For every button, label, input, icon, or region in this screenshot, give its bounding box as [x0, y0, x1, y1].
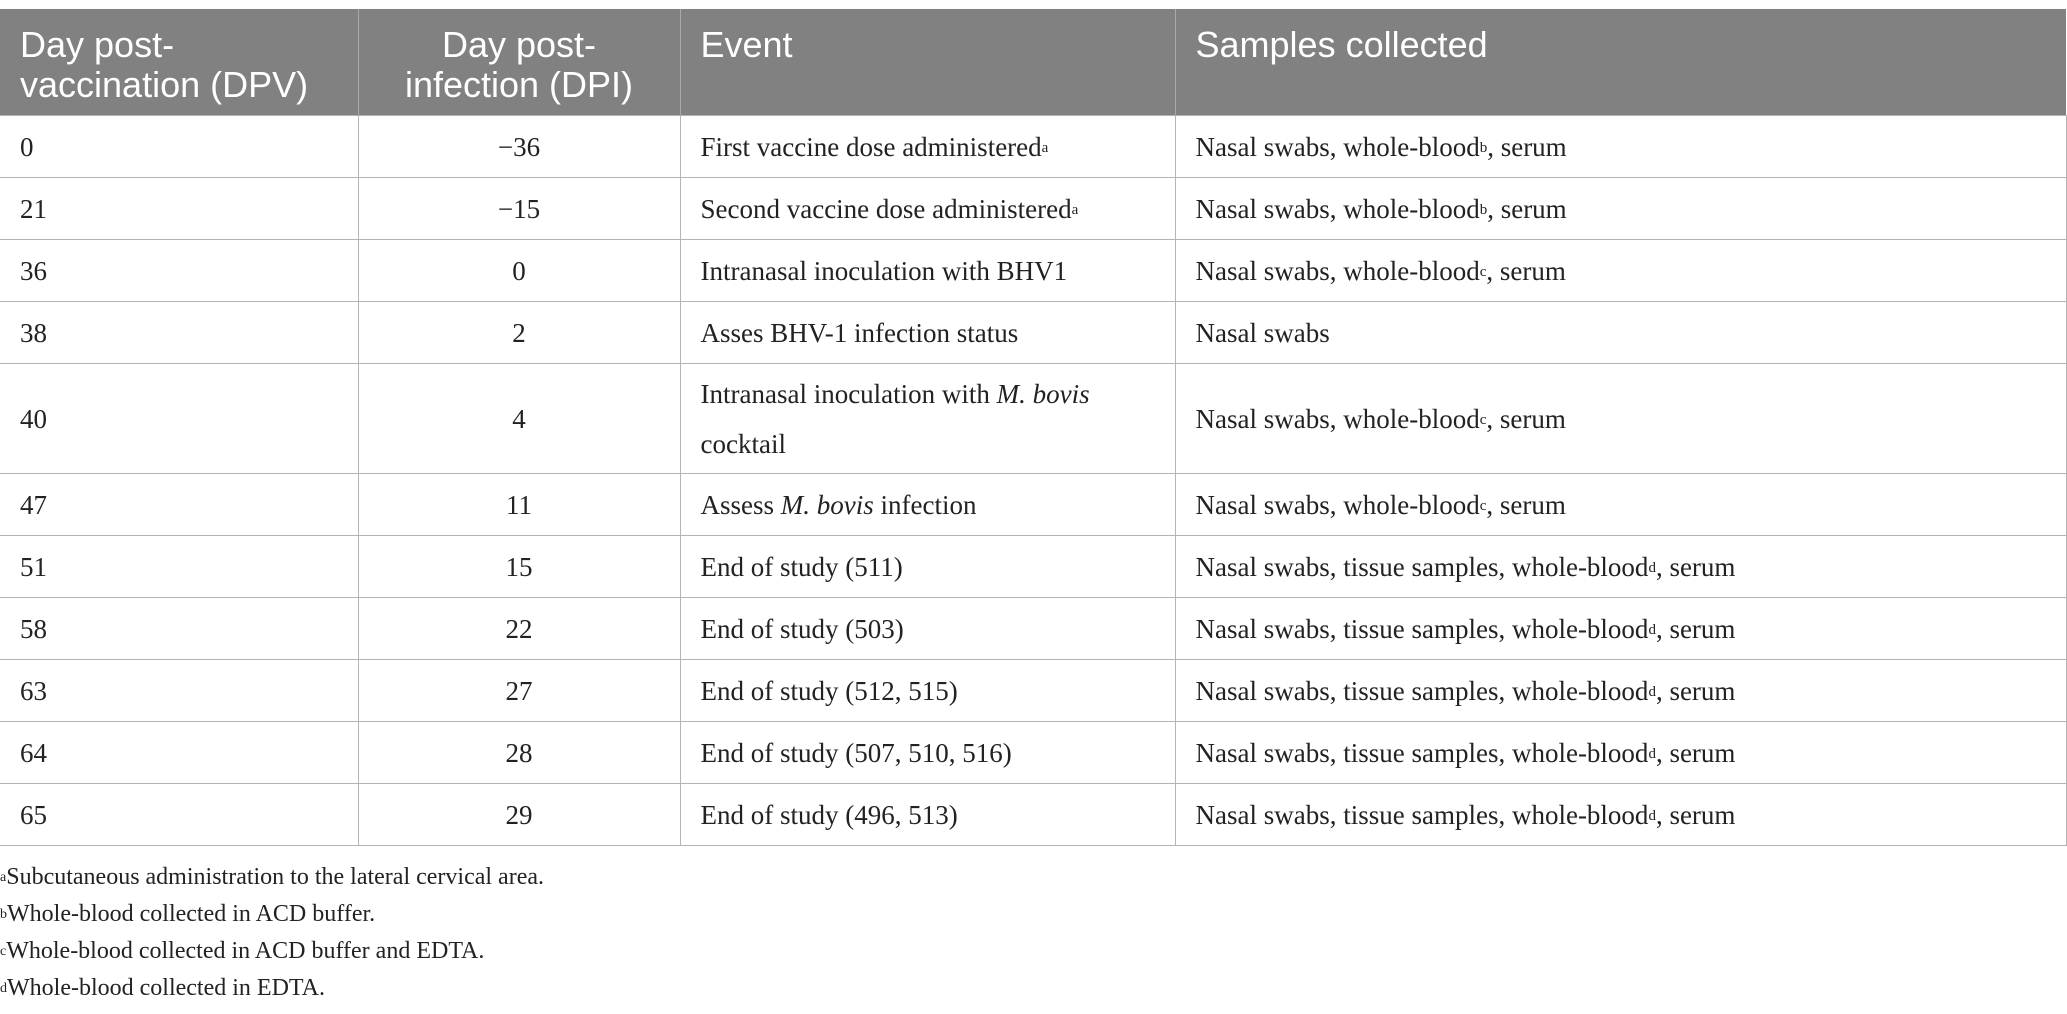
- cell-event: [680, 784, 1175, 846]
- cell-dpi: 4: [358, 364, 680, 474]
- cell-dpi: 2: [358, 302, 680, 364]
- cell-dpi: 0: [358, 240, 680, 302]
- samples-text: Nasal swabs, whole-blood: [1195, 403, 1480, 434]
- footnote-mark: c: [1479, 497, 1487, 514]
- cell-event: [680, 178, 1175, 240]
- event-text: End of study (503): [700, 613, 904, 644]
- table-header-row: [0, 9, 2066, 116]
- footnote-mark: c: [1479, 411, 1487, 428]
- samples-text-post: , serum: [1655, 675, 1736, 706]
- cell-dpi: 28: [358, 722, 680, 784]
- cell-event: [680, 240, 1175, 302]
- table-row: [0, 474, 2066, 536]
- cell-samples: [1175, 364, 2066, 474]
- header-samples: Samples collected: [1175, 9, 2066, 116]
- cell-dpv: 36: [0, 240, 358, 302]
- samples-text-post: , serum: [1487, 131, 1567, 162]
- samples-text-post: , serum: [1487, 193, 1567, 224]
- cell-dpv: 47: [0, 474, 358, 536]
- event-text: First vaccine dose administered: [700, 131, 1042, 162]
- header-dpv-line2: vaccination (DPV): [20, 64, 309, 105]
- cell-event: [680, 722, 1175, 784]
- study-timeline-table: [0, 9, 2067, 846]
- cell-dpv: 64: [0, 722, 358, 784]
- samples-text: Nasal swabs, whole-blood: [1195, 193, 1480, 224]
- footnote-text: Whole-blood collected in ACD buffer and EDTA.: [6, 938, 485, 964]
- cell-dpv: 63: [0, 660, 358, 722]
- event-species: M. bovis: [996, 378, 1090, 409]
- footnote: [0, 859, 544, 896]
- header-dpv: [0, 9, 358, 116]
- samples-text: Nasal swabs: [1195, 317, 1330, 348]
- table-row: [0, 722, 2066, 784]
- samples-text: Nasal swabs, whole-blood: [1195, 131, 1480, 162]
- event-text: Intranasal inoculation with BHV1: [700, 255, 1068, 286]
- table-row: [0, 536, 2066, 598]
- cell-samples: [1175, 598, 2066, 660]
- cell-samples: [1175, 302, 2066, 364]
- cell-samples: [1175, 178, 2066, 240]
- footnote-mark: d: [1648, 559, 1656, 576]
- footnote-mark: b: [1479, 139, 1488, 156]
- table-row: [0, 178, 2066, 240]
- footnote-mark: c: [1479, 263, 1487, 280]
- cell-event: [680, 474, 1175, 536]
- cell-samples: [1175, 240, 2066, 302]
- header-event: Event: [680, 9, 1175, 116]
- footnote-text: Whole-blood collected in EDTA.: [7, 975, 325, 1001]
- cell-dpv: 38: [0, 302, 358, 364]
- event-text: Intranasal inoculation with: [700, 378, 997, 409]
- cell-samples: [1175, 536, 2066, 598]
- cell-event: [680, 302, 1175, 364]
- cell-samples: [1175, 784, 2066, 846]
- cell-event: [680, 116, 1175, 178]
- event-text: End of study (507, 510, 516): [700, 737, 1012, 768]
- cell-dpi: −15: [358, 178, 680, 240]
- samples-text-post: , serum: [1486, 403, 1566, 434]
- table-row: [0, 660, 2066, 722]
- footnote-mark: a: [0, 870, 7, 885]
- footnote-mark: d: [1648, 683, 1656, 700]
- event-text-line2: cocktail: [700, 428, 786, 459]
- cell-event: [680, 660, 1175, 722]
- samples-text-post: , serum: [1655, 799, 1736, 830]
- footnote-mark: c: [0, 944, 7, 959]
- footnote-mark: d: [1648, 621, 1656, 638]
- cell-dpi: 29: [358, 784, 680, 846]
- footnote: [0, 933, 544, 970]
- footnote-mark: a: [1071, 201, 1079, 218]
- table-row: [0, 364, 2066, 474]
- cell-dpi: 27: [358, 660, 680, 722]
- cell-dpi: 22: [358, 598, 680, 660]
- cell-dpi: 11: [358, 474, 680, 536]
- cell-samples: [1175, 660, 2066, 722]
- footnotes: [0, 859, 544, 1007]
- event-text: Asses BHV-1 infection status: [700, 317, 1019, 348]
- cell-dpv: 0: [0, 116, 358, 178]
- cell-event: [680, 598, 1175, 660]
- samples-text: Nasal swabs, tissue samples, whole-blood: [1195, 551, 1649, 582]
- samples-text-post: , serum: [1655, 551, 1736, 582]
- header-dpi-line1: Day post-: [441, 24, 597, 65]
- samples-text-post: , serum: [1486, 255, 1566, 286]
- event-text: End of study (496, 513): [700, 799, 958, 830]
- cell-dpv: 21: [0, 178, 358, 240]
- samples-text: Nasal swabs, tissue samples, whole-blood: [1195, 737, 1649, 768]
- cell-samples: [1175, 722, 2066, 784]
- footnote: [0, 896, 544, 933]
- samples-text-post: , serum: [1655, 613, 1736, 644]
- event-text-post: infection: [873, 489, 977, 520]
- event-text: Assess: [700, 489, 781, 520]
- table-row: [0, 116, 2066, 178]
- footnote-text: Whole-blood collected in ACD buffer.: [7, 901, 376, 927]
- samples-text: Nasal swabs, tissue samples, whole-blood: [1195, 675, 1649, 706]
- header-dpi: [358, 9, 680, 116]
- samples-text: Nasal swabs, whole-blood: [1195, 255, 1480, 286]
- header-dpi-line2: infection (DPI): [404, 64, 634, 105]
- cell-dpv: 51: [0, 536, 358, 598]
- event-text: End of study (511): [700, 551, 903, 582]
- cell-dpv: 65: [0, 784, 358, 846]
- footnote-mark: d: [1648, 807, 1656, 824]
- event-text: End of study (512, 515): [700, 675, 958, 706]
- table-row: [0, 302, 2066, 364]
- cell-dpv: 40: [0, 364, 358, 474]
- cell-event: [680, 536, 1175, 598]
- samples-text-post: , serum: [1486, 489, 1566, 520]
- samples-text-post: , serum: [1655, 737, 1736, 768]
- footnote-mark: b: [1479, 201, 1488, 218]
- table-row: [0, 784, 2066, 846]
- samples-text: Nasal swabs, tissue samples, whole-blood: [1195, 799, 1649, 830]
- cell-dpv: 58: [0, 598, 358, 660]
- cell-samples: [1175, 116, 2066, 178]
- footnote-text: Subcutaneous administration to the lateral cervical area.: [6, 864, 545, 890]
- header-dpv-line1: Day post-: [20, 24, 175, 65]
- footnote-mark: a: [1041, 139, 1049, 156]
- event-text: Second vaccine dose administered: [700, 193, 1072, 224]
- footnote-mark: d: [1648, 745, 1656, 762]
- cell-samples: [1175, 474, 2066, 536]
- cell-dpi: −36: [358, 116, 680, 178]
- footnote-mark: d: [0, 981, 7, 996]
- cell-event: [680, 364, 1175, 474]
- samples-text: Nasal swabs, whole-blood: [1195, 489, 1480, 520]
- event-species: M. bovis: [780, 489, 874, 520]
- footnote: [0, 970, 544, 1007]
- table-row: [0, 240, 2066, 302]
- samples-text: Nasal swabs, tissue samples, whole-blood: [1195, 613, 1649, 644]
- cell-dpi: 15: [358, 536, 680, 598]
- footnote-mark: b: [0, 907, 7, 922]
- table-row: [0, 598, 2066, 660]
